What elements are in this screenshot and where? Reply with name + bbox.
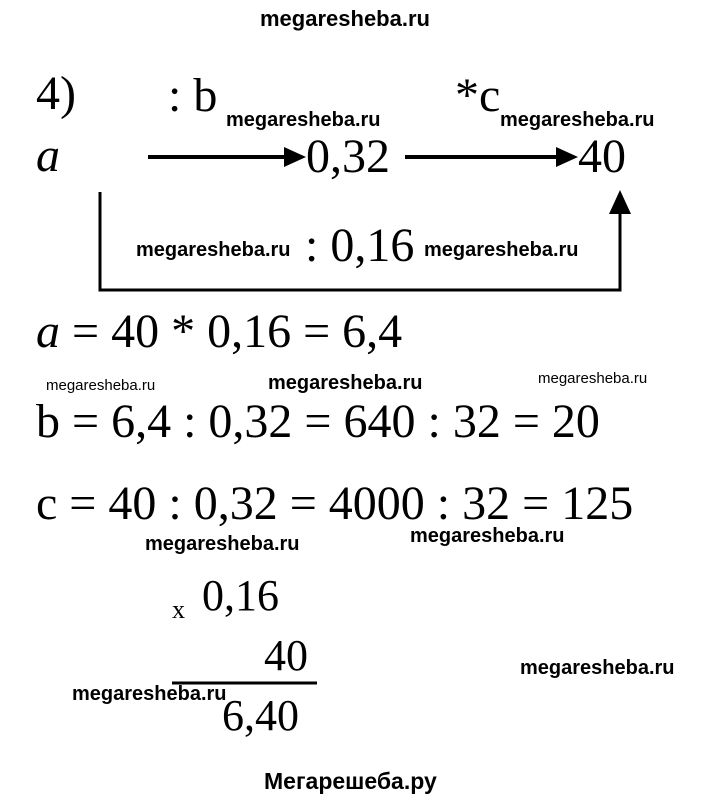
watermark: megaresheba.ru xyxy=(268,372,423,394)
watermark: megaresheba.ru xyxy=(500,109,655,131)
multiplication-sign: x xyxy=(172,595,185,624)
problem-number: 4) xyxy=(36,67,76,120)
operation-multiply-c: *c xyxy=(455,69,501,122)
watermark: megaresheba.ru xyxy=(538,370,648,387)
product: 6,40 xyxy=(222,691,299,740)
watermark: megaresheba.ru xyxy=(72,683,227,705)
watermark: megaresheba.ru xyxy=(424,239,579,261)
equation-a-rest: = 40 * 0,16 = 6,4 xyxy=(60,305,403,358)
watermark: megaresheba.ru xyxy=(520,657,675,679)
equation-b: b = 6,4 : 0,32 = 640 : 32 = 20 xyxy=(36,395,600,448)
arrowhead-2 xyxy=(556,147,578,167)
start-variable-a: a xyxy=(36,129,60,182)
watermark: megaresheba.ru xyxy=(145,533,300,555)
watermark: megaresheba.ru xyxy=(226,109,381,131)
watermark: megaresheba.ru xyxy=(136,239,291,261)
equation-c: c = 40 : 0,32 = 4000 : 32 = 125 xyxy=(36,477,634,530)
footer-watermark: Мегарешеба.ру xyxy=(264,768,437,794)
result-value: 40 xyxy=(578,130,626,183)
operation-divide-b: : b xyxy=(168,69,218,122)
header-watermark: megaresheba.ru xyxy=(260,6,430,31)
multiplier: 40 xyxy=(264,631,308,680)
equation-a: a = 40 * 0,16 = 6,4 xyxy=(36,305,403,358)
back-operation: : 0,16 xyxy=(305,219,415,272)
arrowhead-up xyxy=(609,190,631,214)
arrowhead-1 xyxy=(284,147,306,167)
watermark: megaresheba.ru xyxy=(410,525,565,547)
watermark: megaresheba.ru xyxy=(46,377,156,394)
multiplicand: 0,16 xyxy=(202,571,279,620)
intermediate-value: 0,32 xyxy=(306,130,390,183)
